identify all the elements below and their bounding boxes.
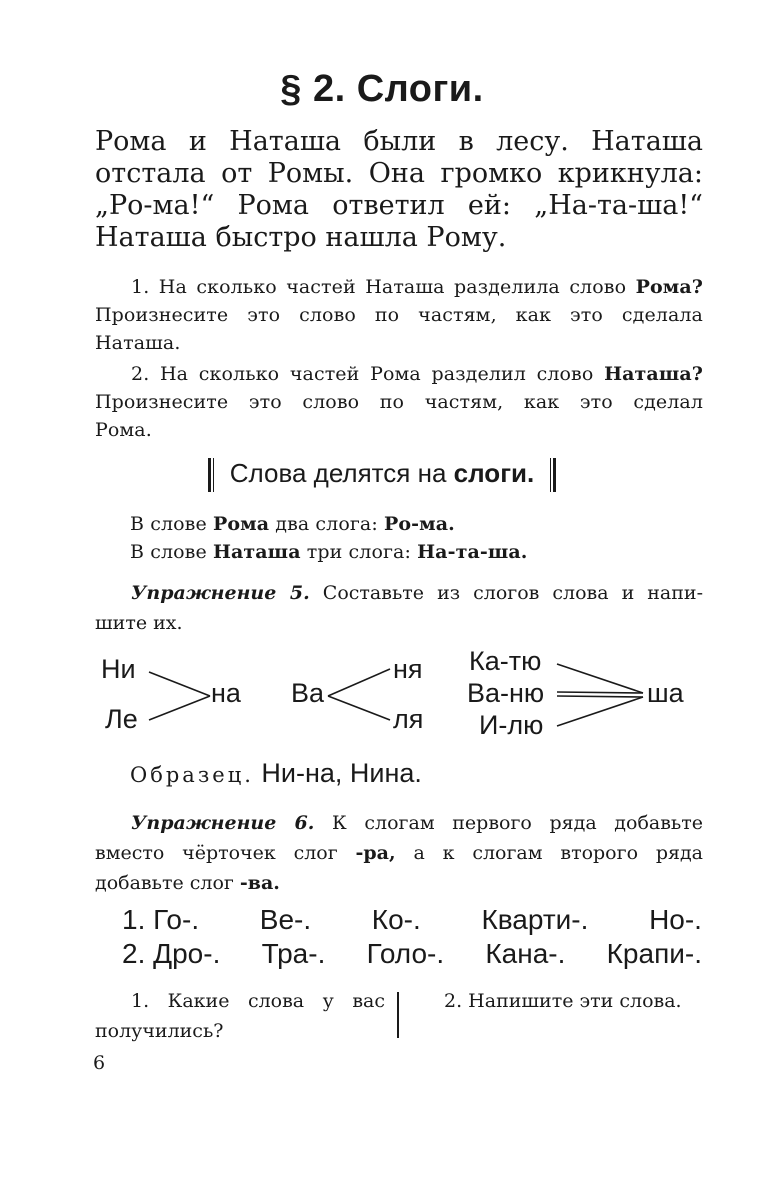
syllable: Ка-тю: [469, 646, 542, 676]
connector-line: [328, 669, 390, 696]
sample-label: Образец.: [130, 763, 254, 787]
question-1-line: Наташа.: [95, 332, 181, 354]
exercise-5-line: [95, 578, 703, 608]
question-1-line: Произнесите это слово по частям, как это сделала: [95, 304, 703, 326]
sample: [130, 758, 422, 789]
story-line: „Ро-ма!“ Рома ответил ей: „На-та-ша!“: [95, 190, 703, 221]
exercise-6-syllable: -ва.: [239, 872, 280, 894]
examples: [130, 510, 690, 566]
rule-bar-right: [553, 458, 556, 492]
page-number: 6: [93, 1052, 106, 1074]
row-item: 1. Го-.: [122, 904, 200, 935]
example-line-2: [130, 538, 690, 566]
story-line: Рома и Наташа были в лесу. Наташа: [95, 126, 703, 157]
exercise-5-label: Упражнение 5.: [131, 582, 310, 604]
exercise-6: [95, 808, 703, 898]
rule-bar-left: [208, 458, 211, 492]
example-syllables: Ро-ма.: [384, 513, 455, 535]
exercise-5-text: Составьте из слогов слова и напи-: [322, 582, 704, 604]
footer-question-left: [95, 986, 385, 1046]
syllable: ля: [393, 704, 424, 734]
syllable: Ни: [101, 654, 136, 684]
syllable: на: [211, 678, 241, 708]
question-2-line: [95, 360, 703, 388]
row-item: Ко-.: [371, 904, 421, 935]
row-item: Но-.: [649, 904, 702, 935]
question-2-line: Произнесите это слово по частям, как это сделал: [95, 391, 703, 413]
example-syllables: На-та-ша.: [417, 541, 528, 563]
connector-line: [149, 696, 210, 720]
question-2-text: 2. На сколько частей Рома разделил слово: [131, 363, 594, 385]
footer-divider: [397, 992, 399, 1038]
sample-text: Ни-на, Нина.: [261, 758, 422, 788]
story-paragraph: [95, 126, 703, 254]
syllable: Ва: [291, 678, 325, 708]
exercise-6-line: [95, 838, 703, 868]
syllable: И-лю: [479, 710, 544, 740]
connector-line: [149, 672, 210, 696]
exercise-6-text: добавьте слог: [95, 872, 234, 894]
footer-left-line: 1. Какие слова у вас: [131, 990, 385, 1012]
exercise-6-text: К слогам первого ряда добавьте: [332, 812, 704, 834]
story-line: Наташа быстро нашла Рому.: [95, 222, 507, 253]
exercise-5: [95, 578, 703, 638]
footer-left-line: получились?: [95, 1020, 224, 1042]
example-text: В слове: [130, 541, 207, 563]
connector-line: [557, 697, 643, 726]
connector-line: [557, 664, 643, 693]
syllable: Ле: [105, 704, 138, 734]
footer-question-right: 2. Напишите эти слова.: [444, 990, 682, 1012]
rule-word: слоги.: [453, 458, 535, 488]
syllable: ша: [647, 678, 684, 708]
row-item: Тра-.: [261, 938, 326, 969]
row-item: Крапи-.: [606, 938, 702, 969]
rule-text: Слова делятся на: [229, 458, 447, 488]
connector-line: [328, 696, 390, 720]
question-2-line: Рома.: [95, 419, 152, 441]
rule-statement: [0, 458, 764, 492]
rule-bar-right-thin: [550, 458, 552, 492]
question-2: [95, 360, 703, 444]
question-2-word: Наташа?: [604, 363, 703, 385]
row-item: Ве-.: [259, 904, 312, 935]
syllable-diagram: [95, 640, 703, 750]
exercise-6-line: [95, 808, 703, 838]
exercise-6-syllable: -ра,: [355, 842, 396, 864]
example-word: Наташа: [212, 541, 301, 563]
exercise-6-text: вместо чёрточек слог: [95, 842, 338, 864]
row-item: 2. Дро-.: [122, 938, 221, 969]
exercise-5-line: шите их.: [95, 612, 183, 634]
question-1-text: 1. На сколько частей Наташа разделила слово: [131, 276, 627, 298]
example-line-1: [130, 510, 690, 538]
question-1-line: [95, 273, 703, 301]
row-item: Голо-.: [366, 938, 445, 969]
example-text: В слове: [130, 513, 207, 535]
connector-line: [557, 696, 643, 697]
syllable: Ва-ню: [467, 678, 545, 708]
question-1-word: Рома?: [635, 276, 703, 298]
story-line: отстала от Ромы. Она громко крикнула:: [95, 158, 703, 189]
row-item: Кварти-.: [481, 904, 589, 935]
page-title: § 2. Слоги.: [280, 68, 484, 110]
example-text: два слога:: [275, 513, 378, 535]
syllable-row-2: [122, 938, 702, 978]
connector-line: [557, 692, 643, 693]
exercise-6-text: а к слогам второго ряда: [413, 842, 704, 864]
example-text: три слога:: [306, 541, 411, 563]
exercise-6-label: Упражнение 6.: [131, 812, 315, 834]
syllable: ня: [393, 654, 423, 684]
rule-bar-left-thin: [213, 458, 215, 492]
row-item: Кана-.: [485, 938, 566, 969]
question-1: [95, 273, 703, 357]
exercise-6-line: [95, 868, 703, 898]
example-word: Рома: [212, 513, 270, 535]
